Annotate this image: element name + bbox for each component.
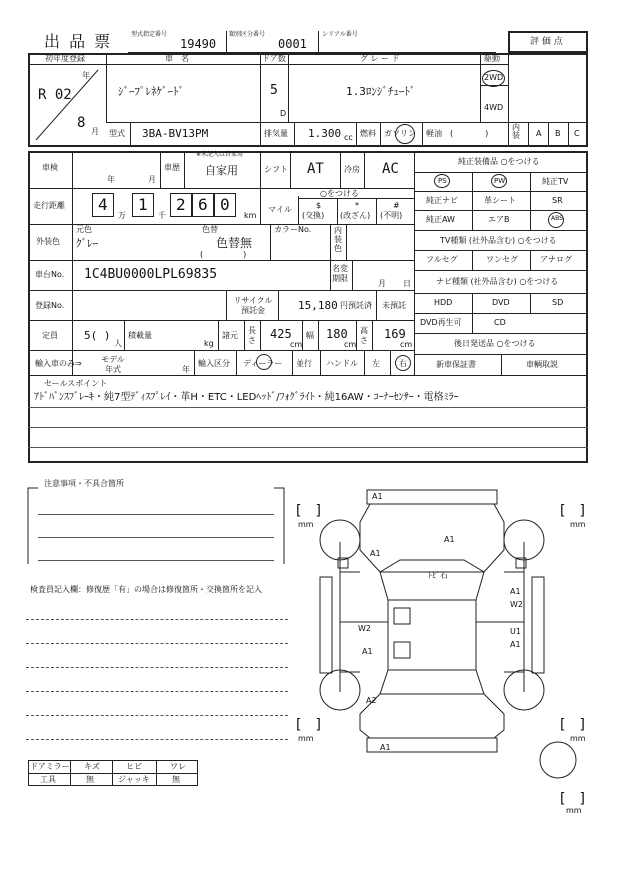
fuel-label: 燃料 — [360, 129, 376, 138]
mark-stone-chip: ﾄﾋﾞ石 — [428, 571, 448, 580]
repaint-value: 色替無 — [216, 236, 253, 250]
navi-hdd: HDD — [434, 298, 453, 307]
chassis-label: 車台No. — [35, 270, 65, 279]
equip-sr: SR — [552, 196, 563, 205]
color-label: 外装色 — [36, 237, 60, 246]
category-label: 類別区分番号 — [229, 31, 266, 38]
height-unit: cm — [400, 340, 413, 349]
legend-jack-value: 無 — [172, 775, 180, 784]
chassis-no: 1C4BU0000LPL69835 — [84, 267, 218, 282]
history-note: ※未記入は自家用 — [196, 151, 244, 158]
model-label: 型式 — [109, 129, 125, 138]
shift-label: シフト — [264, 165, 288, 174]
shift-value: AT — [307, 161, 324, 177]
dims-label: 諸元 — [222, 331, 238, 340]
grade-value: 1.3ﾛﾝｼﾞﾁｭｰﾄﾞ — [346, 85, 416, 98]
equip-tv: 純正TV — [542, 177, 569, 186]
first-reg-month-suffix: 月 — [91, 127, 99, 136]
legend-crack: ヒビ — [126, 762, 142, 771]
mark-left-rear-fender: A2 — [366, 696, 377, 705]
fuel-gasoline: ガソリン — [384, 129, 416, 138]
caution-bracket — [26, 486, 288, 566]
recycle-unpaid: 未預託 — [382, 301, 406, 310]
first-reg-month: 8 — [77, 115, 86, 131]
capacity-unit: 人 — [114, 339, 122, 348]
doors-label: ドア数 — [262, 54, 286, 63]
fuel-diesel: 軽油 — [426, 129, 442, 138]
serial-label: シリアル番号 — [322, 31, 358, 38]
equip-header: 純正装備品 ○をつける — [458, 157, 540, 166]
capacity-value: 5( ) — [84, 329, 111, 342]
reg-no-label: 登録No. — [35, 301, 65, 310]
history-label: 車歴 — [164, 163, 180, 172]
tire-mm-spare: mm — [566, 806, 582, 815]
tire-mm-rl: mm — [298, 734, 314, 743]
interior-label: 内装 — [512, 123, 520, 140]
legend-jack: ジャッキ — [118, 775, 150, 784]
displacement-label: 排気量 — [264, 129, 288, 138]
fuel-other: ( ) — [450, 129, 489, 138]
mark-rear-bumper: A1 — [380, 743, 391, 752]
mark-front-bumper: A1 — [372, 492, 383, 501]
mileage-label: 走行距離 — [33, 201, 65, 210]
tire-bracket-fr: [ ] — [560, 503, 585, 519]
car-diagram — [300, 482, 590, 802]
tire-mm-fr: mm — [570, 520, 586, 529]
equip-navi: 純正ナビ — [426, 196, 458, 205]
mileage-digit-1-text: 4 — [98, 195, 108, 214]
cd-label: CD — [494, 318, 506, 327]
height-value: 169 — [384, 327, 406, 341]
tire-bracket-rr: [ ] — [560, 717, 585, 733]
equip-ps: PS — [438, 177, 447, 185]
dealer-circle[interactable] — [256, 354, 272, 370]
name-change-month: 月 — [378, 279, 386, 288]
handle-left: 左 — [372, 359, 380, 368]
width-label: 幅 — [306, 331, 314, 340]
doors-sub: D — [280, 109, 287, 118]
name-change-label: 名変期限 — [332, 264, 348, 283]
navi-dvd: DVD — [492, 298, 510, 307]
dealer-label: ディーラー — [243, 359, 283, 368]
mark-right-front-1: A1 — [510, 587, 521, 596]
ac-value: AC — [382, 161, 399, 177]
orig-color-label: 元色 — [76, 225, 92, 234]
exchange-sym: $ — [316, 201, 322, 210]
caution-label: 注意事項・不具合箇所 — [44, 479, 124, 488]
car-name-label: 車 名 — [165, 54, 189, 63]
equip-ps-circle[interactable] — [434, 174, 450, 188]
import-label: 輸入車のみ⇒ — [35, 359, 82, 368]
grade-label: グ レ ー ド — [360, 54, 400, 63]
tire-mm-fl: mm — [298, 520, 314, 529]
interior-c: C — [574, 129, 580, 138]
name-change-day: 日 — [403, 279, 411, 288]
sales-point-text: ｱﾄﾞﾊﾞﾝｽﾌﾞﾚｰｷ・純7型ﾃﾞｨｽﾌﾟﾚｲ・革H・ETC・LEDﾍｯﾄﾞ/ﾌｫｸﾞﾗｲﾄ・純16AW・ｺｰﾅｰｾﾝｻｰ・電格ﾐﾗｰ — [34, 392, 459, 403]
mark-front-fender: A1 — [370, 549, 381, 558]
drive-label: 駆動 — [484, 54, 500, 63]
inspection-month: 月 — [148, 175, 156, 184]
equip-pw-circle[interactable] — [491, 174, 507, 188]
mark-left-door: W2 — [358, 624, 371, 633]
handle-label: ハンドル — [326, 359, 358, 368]
drive-4wd: 4WD — [484, 103, 504, 112]
category-no: 0001 — [278, 37, 307, 51]
interior-a: A — [536, 129, 542, 138]
mark-right-rear-2: A1 — [510, 640, 521, 649]
equip-abs-circle[interactable] — [548, 212, 564, 228]
interior-b: B — [555, 129, 561, 138]
navi-sd: SD — [552, 298, 564, 307]
capacity-label: 定員 — [42, 331, 58, 340]
recycle-label: リサイクル預託金 — [233, 296, 273, 315]
mark-hood: A1 — [444, 535, 455, 544]
later-header: 後日発送品 ○をつける — [454, 339, 536, 348]
legend-tools-value: 無 — [86, 775, 94, 784]
tv-analog: アナログ — [540, 255, 572, 264]
manual-label: 車輌取説 — [526, 360, 558, 369]
legend-door-mirror: ドアミラー — [30, 762, 70, 771]
handle-right: 右 — [399, 359, 407, 368]
model-cert-no: 19490 — [180, 37, 217, 51]
mark-right-rear-1: U1 — [510, 627, 521, 636]
history-value: 自家用 — [205, 164, 238, 177]
displacement-unit: cc — [344, 133, 353, 142]
inspector-label: 検査員記入欄：修復歴「有」の場合は修復箇所・交換箇所を記入 — [30, 585, 262, 594]
doors-value: 5 — [270, 83, 278, 98]
import-cat-label: 輸入区分 — [198, 359, 230, 368]
exchange-label: (交換) — [302, 211, 325, 220]
recycle-amount: 15,180 — [298, 299, 338, 312]
inspection-label: 車検 — [42, 163, 58, 172]
load-label: 積載量 — [128, 331, 152, 340]
unknown-sym: # — [393, 201, 400, 210]
navi-header: ナビ種類 (社外品含む) ○をつける — [436, 277, 559, 286]
first-reg-year-suffix: 年 — [82, 71, 90, 80]
tamper-label: (改ざん) — [340, 211, 371, 220]
sales-point-label: セールスポイント — [44, 379, 108, 388]
tv-header: TV種類 (社外品含む) ○をつける — [440, 236, 557, 245]
model-cert-label: 型式指定番号 — [131, 31, 168, 38]
interior-color-label: 内装色 — [334, 226, 342, 253]
orig-color: ｸﾞﾚｰ — [76, 237, 98, 250]
mile-label: マイル — [268, 205, 292, 214]
height-label: 高さ — [360, 326, 368, 345]
equip-pw: PW — [494, 177, 506, 185]
mileage-km: km — [244, 211, 257, 220]
first-reg-label: 初年度登録 — [45, 54, 85, 63]
equip-airbag: エアB — [488, 215, 510, 224]
repaint-paren: ( ) — [200, 250, 247, 259]
tire-bracket-spare: [ ] — [560, 791, 585, 807]
mileage-man: 万 — [118, 211, 126, 220]
legend-break: ワレ — [170, 762, 186, 771]
tire-bracket-rl: [ ] — [296, 717, 321, 733]
width-unit: cm — [344, 340, 357, 349]
mileage-digit-4-text: 6 — [198, 195, 208, 214]
eval-label: 評 価 点 — [530, 37, 563, 47]
model-year-unit: 年 — [182, 365, 190, 374]
load-unit: kg — [204, 339, 214, 348]
mark-right-front-2: W2 — [510, 600, 523, 609]
recycle-unit: 円預託済 — [340, 301, 372, 310]
equip-abs: ABS — [551, 215, 563, 222]
length-unit: cm — [290, 340, 303, 349]
tire-mm-rr: mm — [570, 734, 586, 743]
tv-full: フルセグ — [426, 255, 458, 264]
fuel-gasoline-circle[interactable] — [395, 124, 415, 144]
handle-right-circle[interactable] — [395, 355, 411, 371]
mileage-digit-2-text: 1 — [138, 195, 148, 214]
tv-one: ワンセグ — [486, 255, 518, 264]
legend-tools: 工具 — [40, 775, 56, 784]
equip-aw: 純正AW — [426, 215, 455, 224]
model-year-label: モデル年式 — [101, 355, 125, 374]
width-value: 180 — [326, 327, 348, 341]
form-title: 出 品 票 — [44, 32, 113, 51]
mileage-sen: 千 — [158, 211, 166, 220]
length-label: 長さ — [248, 326, 256, 345]
length-value: 425 — [270, 327, 292, 341]
color-no-label: カラーNo. — [274, 225, 312, 234]
tire-bracket-fl: [ ] — [296, 503, 321, 519]
car-name: ｼﾞｰﾌﾟﾚﾈｹﾞｰﾄﾞ — [118, 85, 184, 98]
legend-scratch: キズ — [84, 762, 100, 771]
unknown-label: (不明) — [380, 211, 403, 220]
repaint-label: 色替 — [202, 225, 218, 234]
first-reg-era: R 02 — [38, 87, 72, 103]
warranty-label: 新車保証書 — [436, 360, 476, 369]
equip-leather: 革シート — [484, 196, 516, 205]
model-value: 3BA-BV13PM — [142, 127, 209, 140]
dvd-play: DVD再生可 — [420, 318, 462, 327]
parallel-label: 並行 — [296, 359, 312, 368]
mileage-digit-5-text: 0 — [220, 195, 230, 214]
mileage-digit-3-text: 2 — [176, 195, 186, 214]
displacement-value: 1.300 — [308, 127, 342, 140]
drive-2wd: 2WD — [484, 73, 504, 82]
ac-label: 冷房 — [344, 165, 360, 174]
mileage-circle-note: ○をつける — [320, 189, 359, 198]
mark-left-rear-door: A1 — [362, 647, 373, 656]
tamper-sym: * — [355, 201, 359, 210]
inspection-year: 年 — [107, 175, 115, 184]
